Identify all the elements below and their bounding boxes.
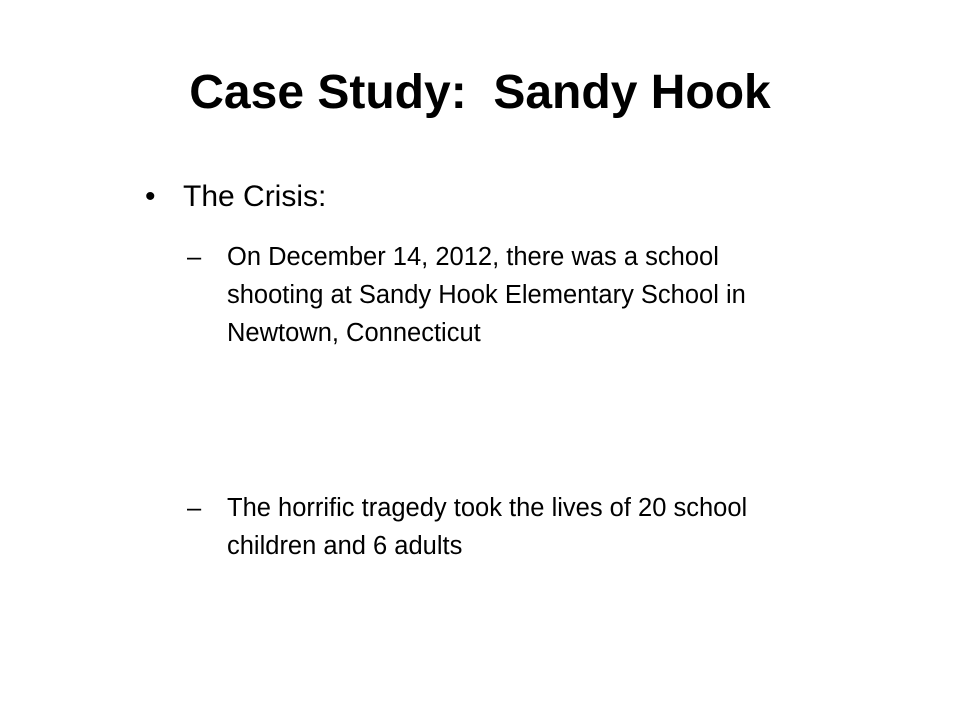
sub-bullet-text: On December 14, 2012, there was a school shooting at Sandy Hook Elementary School in Newtown, Connecticut — [227, 243, 746, 347]
sub-bullet-marker: – — [187, 494, 202, 522]
sub-bullet-text: The horrific tragedy took the lives of 20 school children and 6 adults — [227, 494, 748, 560]
bullet-text: The Crisis: — [183, 180, 327, 213]
bullet-marker: • — [145, 180, 156, 213]
sub-bullet-marker: – — [187, 243, 202, 271]
slide-title: Case Study: Sandy Hook — [189, 66, 771, 119]
